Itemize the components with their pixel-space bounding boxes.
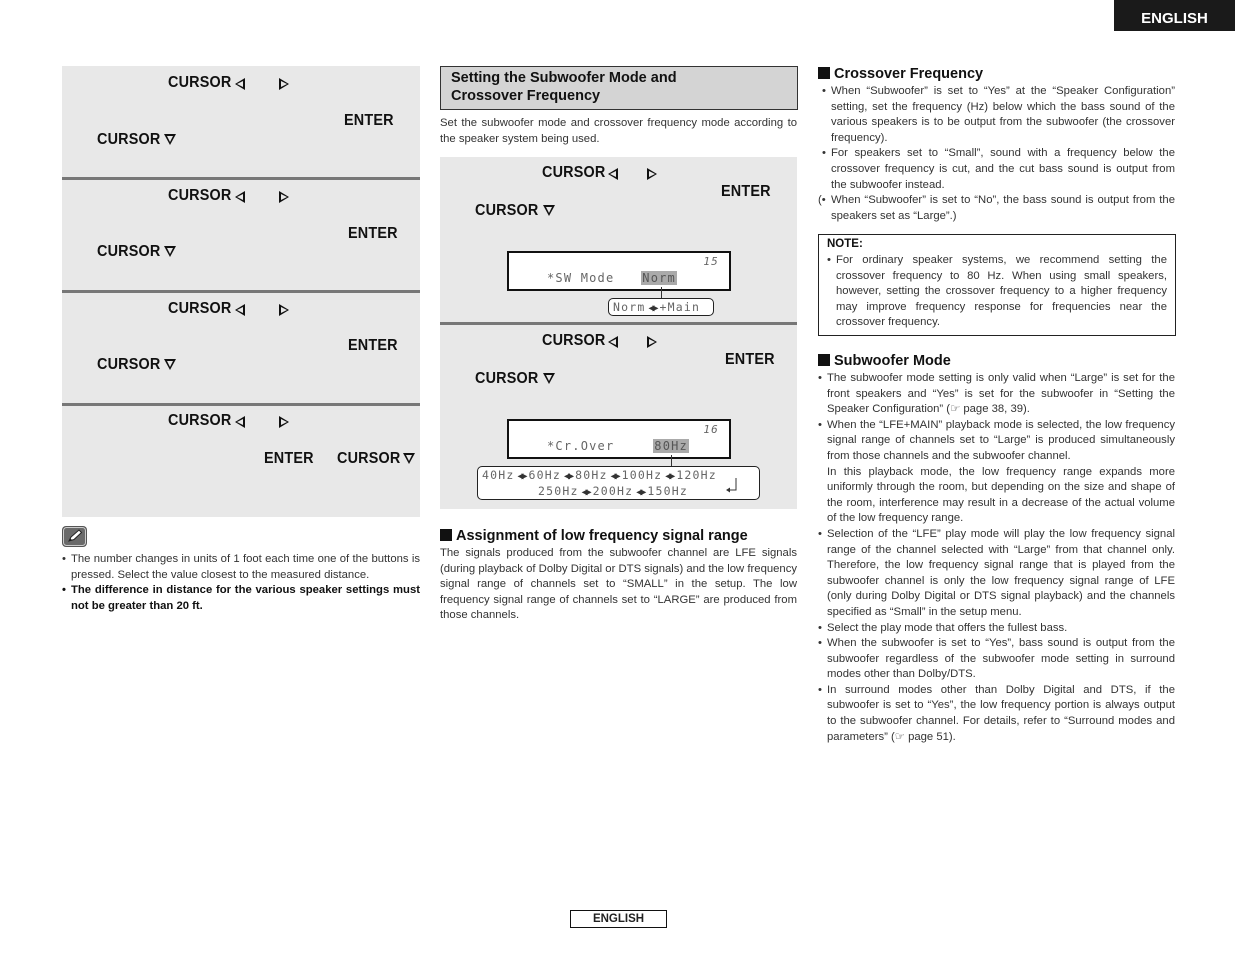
enter-label: ENTER — [348, 337, 398, 354]
bullet-item: • For speakers set to “Small”, sound with a frequency below the crossover frequency is cut, and the cut bass sound is output from the subwoofer instead. — [822, 146, 1175, 193]
bullet-item: • Selection of the “LFE” play mode will play the low frequency signal range of the channel selected with “Large” from that channel only. Therefore, the low frequency signal range that is played from the subwoofer channel is only the low frequency signal range of LFE (only during Dolby Digital or DTS signal playback) and the channels specified as “Small” in the setup menu. — [818, 527, 1175, 621]
option-item: 100Hz — [621, 468, 663, 482]
step-divider — [62, 290, 420, 293]
lcd-label: *Cr.Over — [547, 439, 615, 453]
section-title-box — [440, 66, 798, 110]
paren-bullet-icon: (• — [818, 194, 826, 207]
step-divider — [440, 322, 797, 325]
lcd-value: 80Hz — [654, 439, 688, 453]
lcd-row — [547, 271, 677, 285]
left-arrow-icon — [235, 304, 245, 316]
two-way-arrow-icon: ◀▶ — [581, 487, 590, 498]
intro-text: Set the subwoofer mode and crossover frequency mode according to the speaker system being used. — [440, 117, 797, 145]
note-box — [818, 234, 1176, 336]
crossover-bullets — [818, 84, 1175, 224]
lcd-display-sw-mode — [507, 251, 731, 291]
right-arrow-icon — [279, 191, 289, 203]
subwoofer-mode-bullets — [818, 371, 1175, 745]
lcd-row — [547, 439, 689, 453]
option-item: 60Hz — [528, 468, 562, 482]
option-item: Norm — [613, 300, 646, 314]
down-arrow-icon — [403, 453, 415, 464]
cursor-left-right-label: CURSOR — [542, 164, 606, 181]
lcd-value: Norm — [642, 271, 676, 285]
left-notes — [62, 552, 420, 614]
bullet-item: • When the subwoofer is set to “Yes”, bass sound is output from the subwoofer regardless of the subwoofer mode setting in surround modes other than Dolby/DTS. — [818, 636, 1175, 683]
bullet-item-paren — [818, 193, 1175, 224]
square-bullet-icon — [440, 529, 452, 541]
assignment-text: The signals produced from the subwoofer channel are LFE signals (during playback of Dolby Digital or DTS signals) and the low frequency signal range of channels set to “SMALL” in the setup. The low frequency signal range of channels set to “LARGE” are produced from those channels. — [440, 547, 797, 622]
assignment-heading — [440, 528, 748, 544]
cursor-left-right-label: CURSOR — [168, 412, 232, 429]
bullet-item: • In surround modes other than Dolby Digital and DTS, if the subwoofer is set to “Yes”, the low frequency portion is always output to the subwoofer channel. For details, refer to “Surround modes and parameters” (☞ page 51). — [818, 683, 1175, 745]
cursor-left-right-label: CURSOR — [542, 332, 606, 349]
cursor-down-label: CURSOR — [475, 370, 539, 387]
option-item: 120Hz — [676, 468, 717, 482]
option-row — [482, 468, 717, 482]
bullet-item: • When “Subwoofer” is set to “Yes” at the “Speaker Configuration” setting, set the frequency (Hz) below which the bass sound of the various speakers is to be output from the subwoofer (the crossover frequency). — [822, 84, 1175, 146]
option-row — [538, 484, 688, 498]
option-item: 200Hz — [592, 484, 634, 498]
two-way-arrow-icon: ◀▶ — [517, 471, 526, 482]
left-arrow-icon — [235, 191, 245, 203]
left-arrow-icon — [235, 78, 245, 90]
cursor-down-label: CURSOR — [97, 356, 161, 373]
crossover-heading-text: Crossover Frequency — [834, 66, 984, 82]
enter-label: ENTER — [721, 183, 771, 200]
right-arrow-icon — [279, 416, 289, 428]
two-way-arrow-icon: ◀▶ — [610, 471, 619, 482]
cursor-down-label: CURSOR — [337, 450, 401, 467]
enter-label: ENTER — [264, 450, 314, 467]
note-text: • For ordinary speaker systems, we recommend setting the crossover frequency to 80 Hz. When using small speakers, however, setting the crossover frequency to a higher frequency may improve frequency response for frequencies near the crossover frequency. — [827, 253, 1167, 331]
left-arrow-icon — [608, 336, 618, 348]
wrap-arrow-icon — [726, 476, 740, 494]
square-bullet-icon — [818, 354, 830, 366]
right-arrow-icon — [279, 78, 289, 90]
cursor-left-right-label: CURSOR — [168, 74, 232, 91]
subwoofer-mode-heading — [818, 353, 951, 369]
step-divider — [62, 177, 420, 180]
cursor-left-right-label: CURSOR — [168, 300, 232, 317]
lcd-label: *SW Mode — [547, 271, 615, 285]
down-arrow-icon — [164, 134, 176, 145]
lcd-page-number: 15 — [703, 255, 719, 268]
left-arrow-icon — [235, 416, 245, 428]
right-arrow-icon — [647, 168, 657, 180]
left-arrow-icon — [608, 168, 618, 180]
down-arrow-icon — [543, 205, 555, 216]
option-item: 150Hz — [647, 484, 688, 498]
lcd-page-number: 16 — [703, 423, 719, 436]
bullet-text: When “Subwoofer” is set to “No”, the bass sound is output from the speakers set as “Large”.) — [831, 194, 1175, 222]
note-item-bold: • The difference in distance for the various speaker settings must not be greater than 20 ft. — [62, 583, 420, 614]
language-tab: ENGLISH — [1114, 0, 1235, 31]
lcd-display-crossover — [507, 419, 731, 459]
right-arrow-icon — [279, 304, 289, 316]
two-way-arrow-icon: ◀▶ — [648, 303, 657, 314]
option-selector-sw-mode — [608, 298, 714, 316]
option-item: 80Hz — [575, 468, 608, 482]
enter-label: ENTER — [348, 225, 398, 242]
bullet-item: • When the “LFE+MAIN” playback mode is selected, the low frequency signal range of channels set to “Large” is produced simultaneously from those channels and the subwoofer channel. — [818, 418, 1175, 465]
option-item: +Main — [659, 300, 701, 314]
cursor-left-right-label: CURSOR — [168, 187, 232, 204]
pencil-icon — [62, 526, 87, 547]
two-way-arrow-icon: ◀▶ — [564, 471, 573, 482]
down-arrow-icon — [164, 359, 176, 370]
step-divider — [62, 403, 420, 406]
subwoofer-mode-heading-text: Subwoofer Mode — [834, 353, 951, 369]
section-title-line1: Setting the Subwoofer Mode and — [451, 70, 677, 86]
down-arrow-icon — [543, 373, 555, 384]
assignment-heading-text: Assignment of low frequency signal range — [456, 528, 748, 544]
right-arrow-icon — [647, 336, 657, 348]
bullet-item: • Select the play mode that offers the fullest bass. — [818, 621, 1175, 637]
two-way-arrow-icon: ◀▶ — [665, 471, 674, 482]
note-title: NOTE: — [827, 238, 863, 250]
crossover-heading — [818, 66, 983, 82]
section-title-line2: Crossover Frequency — [451, 88, 601, 104]
enter-label: ENTER — [344, 112, 394, 129]
down-arrow-icon — [164, 246, 176, 257]
square-bullet-icon — [818, 67, 830, 79]
option-row — [613, 300, 700, 314]
option-item: 40Hz — [482, 468, 515, 482]
enter-label: ENTER — [725, 351, 775, 368]
cursor-down-label: CURSOR — [475, 202, 539, 219]
cursor-down-label: CURSOR — [97, 131, 161, 148]
option-item: 250Hz — [538, 484, 579, 498]
footer-language-label: ENGLISH — [570, 910, 667, 928]
two-way-arrow-icon: ◀▶ — [636, 487, 645, 498]
note-item: • The number changes in units of 1 foot each time one of the buttons is pressed. Select the value closest to the measured distance. — [62, 552, 420, 583]
bullet-item: • The subwoofer mode setting is only valid when “Large” is set for the front speakers and “Yes” is set for the subwoofer in “Setting the Speaker Configuration” (☞ page 38, 39). — [818, 371, 1175, 418]
cursor-down-label: CURSOR — [97, 243, 161, 260]
option-selector-crossover — [477, 466, 760, 500]
bullet-continuation: In this playback mode, the low frequency range expands more uniformly through the room, but depending on the size and shape of the room, interference may result in a decrease of the actual volume of the low frequency range. — [827, 465, 1175, 525]
